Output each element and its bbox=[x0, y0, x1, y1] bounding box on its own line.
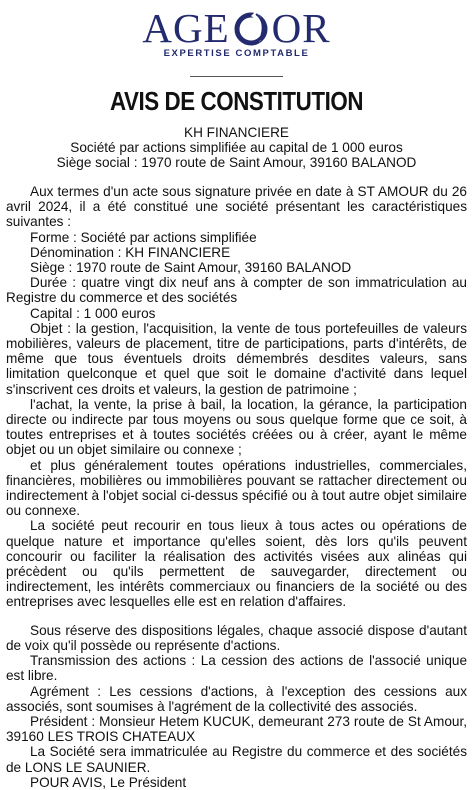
paragraph-voix: Sous réserve des dispositions légales, chaque associé dispose d'autant de voix qu'il possède ou représente d'actions. bbox=[6, 622, 467, 653]
company-name: KH FINANCIERE bbox=[184, 125, 289, 140]
paragraph-signature: POUR AVIS, Le Président bbox=[30, 774, 187, 790]
paragraph-siege: Siège : 1970 route de Saint Amour, 39160 BALANOD bbox=[30, 260, 352, 276]
separator-line bbox=[190, 76, 283, 77]
logo-name-left: AGE bbox=[142, 5, 230, 51]
company-header bbox=[0, 125, 473, 170]
paragraph-intro: Aux termes d'un acte sous signature privée en date à ST AMOUR du 26 avril 2024, il a été constitué une société présentant les caractéristiques suivantes : bbox=[6, 184, 467, 230]
paragraph-duree: Durée : quatre vingt dix neuf ans à compter de son immatriculation au Registre du commerce et des sociétés bbox=[6, 275, 467, 306]
logo-subtitle: EXPERTISE COMPTABLE bbox=[163, 48, 310, 59]
paragraph-forme: Forme : Société par actions simplifiée bbox=[30, 229, 257, 245]
paragraph-immatriculation: La Société sera immatriculée au Registre du commerce et des sociétés de LONS LE SAUNIER. bbox=[6, 744, 467, 775]
paragraph-objet-general: et plus généralement toutes opérations industrielles, commerciales, financières, mobilières ou immobilières pouvant se rattacher directement ou indirectement à l'objet social ci-dessus spécifié ou à tout autre objet similaire ou connexe. bbox=[6, 457, 467, 519]
company-type: Société par actions simplifiée au capital de 1 000 euros bbox=[70, 140, 403, 155]
company-logo bbox=[0, 6, 473, 59]
paragraph-moyens: La société peut recourir en tous lieux à tous actes ou opérations de quelque nature et importance qu'elles soient, dès lors qu'ils peuvent concourir ou faciliter la réalisation des activités visées aux alinéas qui précèdent ou qu'ils permettent de sauvegarder, directement ou indirectement, les intérêts commerciaux ou financiers de la société ou des entreprises avec lesquelles elle est en relation d'affaires. bbox=[6, 518, 467, 610]
logo-swoosh-icon bbox=[231, 10, 271, 46]
paragraph-transmission: Transmission des actions : La cession des actions de l'associé unique est libre. bbox=[6, 653, 467, 684]
logo-name-right: OR bbox=[271, 5, 331, 51]
paragraph-objet-achat: l'achat, la vente, la prise à bail, la location, la gérance, la participation directe ou indirecte par tous moyens ou sous quelque forme que ce soit, à toutes entreprises et à toutes sociétés créées ou à créer, ayant le même objet ou un objet similaire ou connexe ; bbox=[6, 396, 467, 458]
paragraph-agrement: Agrément : Les cessions d'actions, à l'exception des cessions aux associés, sont soumises à l'agrément de la collectivité des associés. bbox=[6, 683, 467, 714]
paragraph-objet: Objet : la gestion, l'acquisition, la vente de tous portefeuilles de valeurs mobilières, valeurs de placement, titre de participations, parts d'intérêts, de même que tous éventuels droits démembrés desdites valeurs, sans limitation quelconque et quel que soit le domaine d'activité dans lequel s'inscrivent ces droits et valeurs, la gestion de patrimoine ; bbox=[6, 320, 467, 397]
notice-body bbox=[6, 184, 467, 790]
paragraph-gap bbox=[6, 610, 467, 623]
paragraph-denomination: Dénomination : KH FINANCIERE bbox=[30, 244, 231, 260]
logo-wordmark bbox=[142, 6, 330, 50]
paragraph-capital: Capital : 1 000 euros bbox=[30, 305, 156, 321]
company-seat: Siège social : 1970 route de Saint Amour, 39160 BALANOD bbox=[56, 155, 417, 170]
paragraph-president: Président : Monsieur Hetem KUCUK, demeurant 273 route de St Amour, 39160 LES TROIS CHATEAUX bbox=[6, 713, 467, 745]
notice-title: AVIS DE CONSTITUTION bbox=[109, 86, 364, 116]
